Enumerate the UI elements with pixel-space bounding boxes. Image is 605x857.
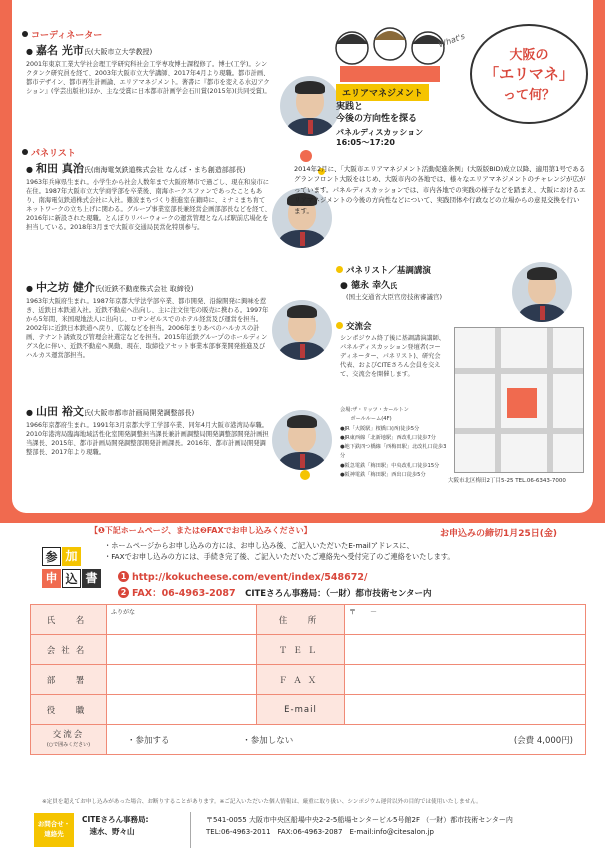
registration-url-text[interactable]: http://kokucheese.com/event/index/548672/ [132, 572, 368, 583]
deco-dot [300, 150, 312, 162]
lecture-photo [512, 262, 572, 322]
registration-url[interactable] [118, 571, 367, 583]
company-label: 会社名 [31, 635, 107, 665]
koryu-list-item: ●JR「大阪駅」桜橋口(西)徒歩5分 [340, 425, 420, 432]
event-sub [336, 128, 423, 148]
fax-field[interactable] [345, 665, 586, 695]
name-label: 氏 名 [31, 605, 107, 635]
lecture-honor: 氏 [390, 282, 398, 290]
footer-note: ※定員を超えてお申し込みがあった場合、お断りすることがあります。※ご記入いただいた個人情報は、厳重に取り扱い、シンポジウム運営以外の目的では使用いたしません。 [42, 799, 482, 805]
panelist-title: 氏(近鉄不動産株式会社 取締役) [94, 285, 194, 293]
lecture-name-text: ● 德永 幸久 [340, 281, 391, 291]
contact-person [82, 814, 149, 838]
event-intro: 2014年2月に、「大阪市エリアマネジメント活動促進条例」(大阪版BID)成立以降、適用第1号であるグランフロント大阪をはじめ、大阪市内の各地では、様々なエリアマネジメントのチャレンジが広がっています。パネルディスカッションでは、市内各地での実践の様子などを踏まえ、大阪におけるエリアマネジメントの今後の方向性などについて、実践団体や行政などの立場からの意見交換を行います。 [294, 165, 586, 215]
coordinator-title: 氏(大阪市立大学教授) [83, 48, 153, 56]
number-badge: 1 [118, 571, 129, 582]
application-form-label [42, 547, 106, 593]
email-label: E-mail [257, 695, 345, 725]
title-bubble [470, 24, 588, 124]
koryu-list-item: ●阪急電鉄「梅田駅」中央改札口徒歩15分 [340, 462, 440, 469]
divider [190, 812, 191, 848]
event-time: 16:05～17:20 [336, 138, 395, 147]
address-field[interactable] [345, 605, 586, 635]
panelist-bio: 1963年兵庫県生まれ。小学生から社会人数年まで大阪府堺市で過ごし、現在和泉市に在住。1987年大阪市立大学商学部を卒業後、南海ホークスファンであったこともあり、南海電気鉄道株式会社に入社。難波まちづくり推進室在籍時に、ミナミまち育てネットワークの立ち上げに関わる。グループ事業室部長兼経営企画部部長などを経て、2016年に新設された現職。とんぼりリバーウォークの運営管理となんば駅前広場化を担当している。2018年3月まで大阪市交通局民営化特別参与。 [26, 179, 271, 231]
panelist-title: 氏(大阪市都市計画局開発調整部長) [83, 409, 195, 417]
deco-dot [300, 470, 310, 480]
address-line: 〒541-0055 大阪市中央区船場中央2-2-5船場センタービル5号館2F （一財）都市技術センター内 [206, 816, 513, 824]
role-label: 役 職 [31, 695, 107, 725]
map-caption: 大阪市北区梅田2丁目5-25 TEL.06-6343-7000 [448, 478, 566, 484]
form-label-char: 申 [42, 569, 61, 588]
form-label-char: 込 [62, 569, 81, 588]
koryu-list-item: 会場:ザ・リッツ・カールトン [340, 407, 409, 413]
application-table [30, 604, 586, 755]
panelist-name: 和田 真治 [35, 162, 84, 175]
fax-recipient: CITEさろん事務局：（一財）都市技術センター内 [245, 589, 432, 599]
venue-map [454, 327, 584, 473]
lecture-name [340, 278, 397, 291]
event-sub-label: パネルディスカッション [336, 128, 424, 137]
koryu-list-item: ●地下鉄四つ橋線「西梅田駅」北改札口徒歩3分 [340, 444, 447, 460]
panelists-heading: パネリスト [22, 146, 76, 159]
role-field[interactable] [107, 695, 257, 725]
koryu-list-item: ●JR東西線「北新地駅」西改札口徒歩7分 [340, 434, 436, 441]
tel-label: ＴＥＬ [257, 635, 345, 665]
form-label-char: 参 [42, 547, 61, 566]
application-instructions [104, 540, 455, 562]
fax-label: ＦＡＸ [257, 665, 345, 695]
form-label-char: 加 [62, 547, 81, 566]
coordinator-bio: 2001年東京工業大学社会理工学研究科社会工学専攻博士課程修了。博士(工学)。シンクタンク研究員を経て、2003年大阪市立大学講師、2017年4月より現職。都市計画、都市デザイン、都市再生計画論、エリアマネジメント。著書に『都市を変える水辺アクション』(学芸出版社)ほか、主な受賞に日本都市計画学会石川賞(2015年)(共同受賞)。 [26, 61, 271, 95]
event-title-line1: 実践と [336, 102, 364, 112]
contact-tag [34, 813, 74, 847]
whats-label: What's [437, 31, 467, 50]
phone-line: TEL:06-4963-2011 FAX:06-4963-2087 E-mail:info@citesalon.jp [206, 828, 434, 836]
lecture-heading: パネリスト／基調講演 [336, 264, 431, 276]
panelist-bio: 1966年京都府生まれ。1991年3月京都大学工学部卒業、同年4月大阪市港湾局奉職。2010年港湾局臨海地域活性化室開発調整担当課長兼計画調整局開発調整部開発計画担当課長、2015年、都市計画局開発調整部開発計画課長。2016年、都市計画局開発調整部長、2017年より現職。 [26, 422, 269, 456]
company-field[interactable] [107, 635, 257, 665]
fee-label: (会費 4,000円) [513, 735, 573, 746]
koryu-heading: 交流会 [336, 320, 372, 332]
koryu-text: シンポジウム終了後に基調講演講師、パネルディスカッション登壇者(コーディネーター、パネリスト)、研究会代表、およびCITEさろん会員を交えて、交流会を開催します。 [340, 335, 445, 378]
koryu-field[interactable] [107, 725, 586, 755]
panelist-name: 中之坊 健介 [35, 281, 95, 294]
coordinator-name: 嘉名 光市 [35, 44, 84, 57]
coordinator-photo [280, 76, 340, 136]
attend-option[interactable]: ・参加する [127, 735, 170, 746]
postal-label: 〒 － [349, 608, 377, 616]
illustration-people [330, 14, 450, 84]
bubble-line2: 「エリマネ」 [484, 65, 574, 83]
instruction-fax: ・FAXでお申し込みの方には、手続き完了後、ご記入いただいたご連絡先へ受付完了のご連絡をいたします。 [104, 552, 455, 561]
panelist-block [26, 279, 271, 360]
koryu-label [31, 725, 107, 755]
dept-field[interactable] [107, 665, 257, 695]
panelist-bio: 1963年大阪府生まれ。1987年京都大学法学部卒業、都市開発、沿線開発に興味を惹き、近鉄日本鉄道入社。近鉄不動産へ出向し、主に注文住宅の販売に携わる。1997年から5年間、米国現地法人に出向し、ロサンゼルスでのホテル経営及び運営を担当。2002年に近鉄日本鉄道へ戻り、広報などを担当。2006年まりあべのハルカスの計画、テナント誘致及び管理会社選定などを担当。2015年近鉄グループのホールディングス化に伴い、近鉄不動産へ異動、現在、取締役アセット事業本部事業開発推進及びハルカス運営部担当。 [26, 298, 269, 359]
furigana-label: ふりがな [111, 609, 136, 616]
address-label: 住 所 [257, 605, 345, 635]
instruction-web: ・ホームページからお申し込みの方には、お申し込み後、ご記入いただいたE-mailアドレスに、 [104, 541, 414, 550]
event-title-line2: 今後の方向性を探る [336, 114, 418, 124]
koryu-list [340, 406, 450, 480]
contact-address [206, 814, 513, 838]
event-tag: エリアマネジメント [336, 84, 429, 101]
dept-label: 部 署 [31, 665, 107, 695]
panelist-block [26, 160, 271, 232]
contact-tag-line1: お問合せ・ [37, 820, 71, 828]
lecture-org: (国土交通省大臣官房技術審議官) [346, 293, 443, 301]
panelist-photo [272, 410, 332, 470]
panelist-photo [272, 300, 332, 360]
fax-number: FAX：06-4963-2087 [132, 588, 236, 599]
contact-names: 速水、野々山 [82, 827, 135, 836]
koryu-label-text: 交流会 [52, 729, 85, 740]
form-label-char: 書 [82, 569, 101, 588]
number-badge: 2 [118, 587, 129, 598]
koryu-list-item: ボールルーム(4F) [340, 416, 392, 423]
deadline: お申込みの締切1月25日(金) [440, 529, 558, 539]
coordinator-heading: コーディネーター [22, 28, 102, 41]
contact-office: CITEさろん事務局: [82, 815, 149, 824]
email-field[interactable] [345, 695, 586, 725]
application-note: 【❶下記ホームページ、または❷FAXでお申し込みください】 [90, 526, 312, 535]
not-attend-option[interactable]: ・参加しない [242, 735, 294, 746]
fax-line [118, 585, 432, 599]
koryu-list-item: ●阪神電鉄「梅田駅」西出口徒歩5分 [340, 472, 426, 479]
bubble-line1: 大阪の [509, 48, 549, 63]
coordinator-block [26, 42, 271, 96]
koryu-label-sub: (○で囲みください) [46, 741, 91, 748]
tel-field[interactable] [345, 635, 586, 665]
event-title [336, 101, 417, 125]
panelist-block [26, 403, 271, 457]
bubble-line3: って何？ [502, 88, 555, 103]
panelist-title: 氏(南海電気鉄道株式会社 なんば・まち創造部部長) [83, 166, 246, 174]
panelist-name: 山田 裕文 [35, 405, 84, 418]
name-field[interactable] [107, 605, 257, 635]
contact-tag-line2: 連絡先 [44, 830, 64, 838]
